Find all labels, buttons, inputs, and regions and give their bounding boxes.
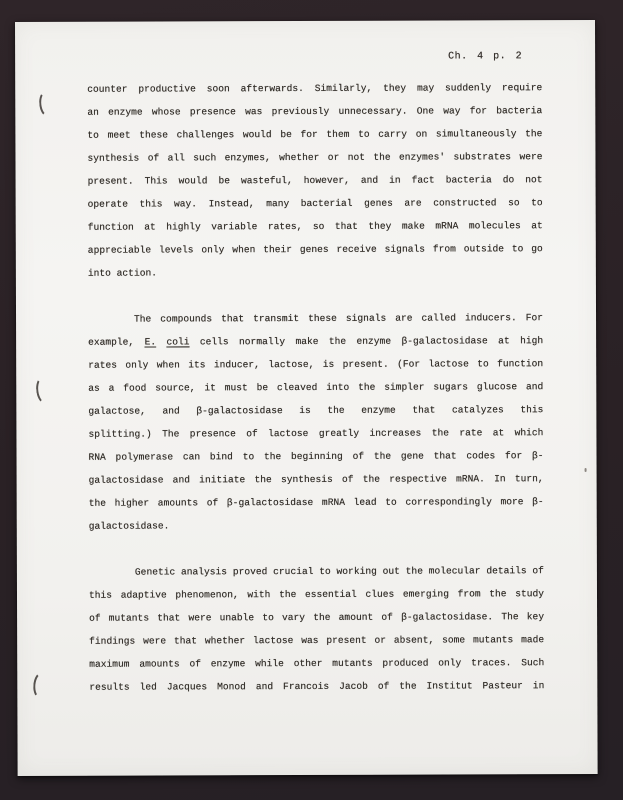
text-line [89, 513, 544, 538]
text-line [87, 99, 542, 124]
text-segment: an enzyme whose presence was previously unnecessary. One way for bacteria [87, 105, 543, 118]
text-line [88, 306, 543, 331]
text-segment: the higher amounts of β-galactosidase mRNA lead to correspondingly more β- [88, 496, 544, 509]
document-paragraph [89, 559, 544, 699]
text-line [88, 191, 543, 216]
underlined-text: coli [166, 336, 190, 348]
text-segment: maximum amounts of enzyme while other mutants produced only traces. Such [89, 657, 545, 670]
text-segment: this adaptive phenomenon, with the essential clues emerging from the study [88, 588, 545, 601]
text-line [88, 444, 543, 469]
text-segment: synthesis of all such enzymes, whether or not the enzymes' substrates were [87, 151, 543, 164]
text-segment: to meet these challenges would be for them to carry on simultaneously the [87, 128, 543, 141]
text-line [89, 605, 544, 630]
text-segment: function at highly variable rates, so that they make mRNA molecules at [87, 220, 543, 233]
text-segment: galactose, and β-galactosidase is the enzyme that catalyzes this [88, 404, 544, 417]
text-line [88, 398, 543, 423]
text-line [88, 375, 543, 400]
text-segment: example, [88, 336, 145, 348]
punch-hole-mark [38, 90, 56, 117]
document-page [15, 20, 598, 776]
document-paragraph [87, 76, 543, 285]
text-line [89, 628, 544, 653]
text-line [87, 122, 542, 147]
text-segment [156, 336, 166, 347]
text-segment: appreciable levels only when their genes receive signals from outside to go [87, 243, 543, 256]
punch-hole-mark [35, 376, 53, 405]
text-line [88, 421, 543, 446]
text-segment: RNA polymerase can bind to the beginning of the gene that codes for β- [88, 450, 544, 463]
text-line [89, 559, 544, 584]
text-line [88, 237, 543, 262]
page-number: Ch. 4 p. 2 [448, 51, 523, 63]
text-segment: counter productive soon afterwards. Similarly, they may suddenly require [87, 82, 543, 95]
text-line [89, 651, 544, 676]
text-segment: of mutants that were unable to vary the amount of β-galactosidase. The key [89, 611, 545, 624]
text-segment: galactosidase. [88, 520, 170, 532]
text-segment: into action. [87, 267, 157, 279]
text-segment: present. This would be wasteful, however, and in fact bacteria do not [87, 174, 543, 187]
text-segment: operate this way. Instead, many bacterial genes are constructed so to [87, 197, 543, 210]
punch-hole-mark [32, 671, 50, 699]
underlined-text: E. [144, 336, 157, 348]
text-line [89, 674, 544, 699]
text-segment: Genetic analysis proved crucial to working out the molecular details of [134, 565, 544, 578]
text-segment: results led Jacques Monod and Francois Jacob of the Institut Pasteur in [89, 680, 545, 693]
text-segment: findings were that whether lactose was present or absent, some mutants made [89, 634, 545, 647]
text-line [88, 352, 543, 377]
text-segment: galactosidase and initiate the synthesis of the respective mRNA. In turn, [88, 473, 544, 486]
text-line [89, 490, 544, 515]
text-segment: The compounds that transmit these signals are called inducers. For [134, 312, 544, 325]
document-paragraph [88, 306, 544, 538]
text-line [88, 214, 543, 239]
text-line [88, 168, 543, 193]
paper-speck [585, 468, 587, 472]
text-segment: splitting.) The presence of lactose greatly increases the rate at which [88, 427, 544, 440]
document-body [87, 76, 544, 699]
text-segment: as a food source, it must be cleaved into the simpler sugars glucose and [88, 381, 544, 394]
text-line [88, 260, 543, 285]
text-line [88, 329, 543, 354]
text-segment: rates only when its inducer, lactose, is present. (For lactose to function [88, 358, 544, 371]
text-line [89, 582, 544, 607]
text-line [87, 76, 542, 101]
text-line [89, 467, 544, 492]
text-line [87, 145, 542, 170]
text-segment: cells normally make the enzyme β-galactosidase at high [189, 335, 544, 348]
